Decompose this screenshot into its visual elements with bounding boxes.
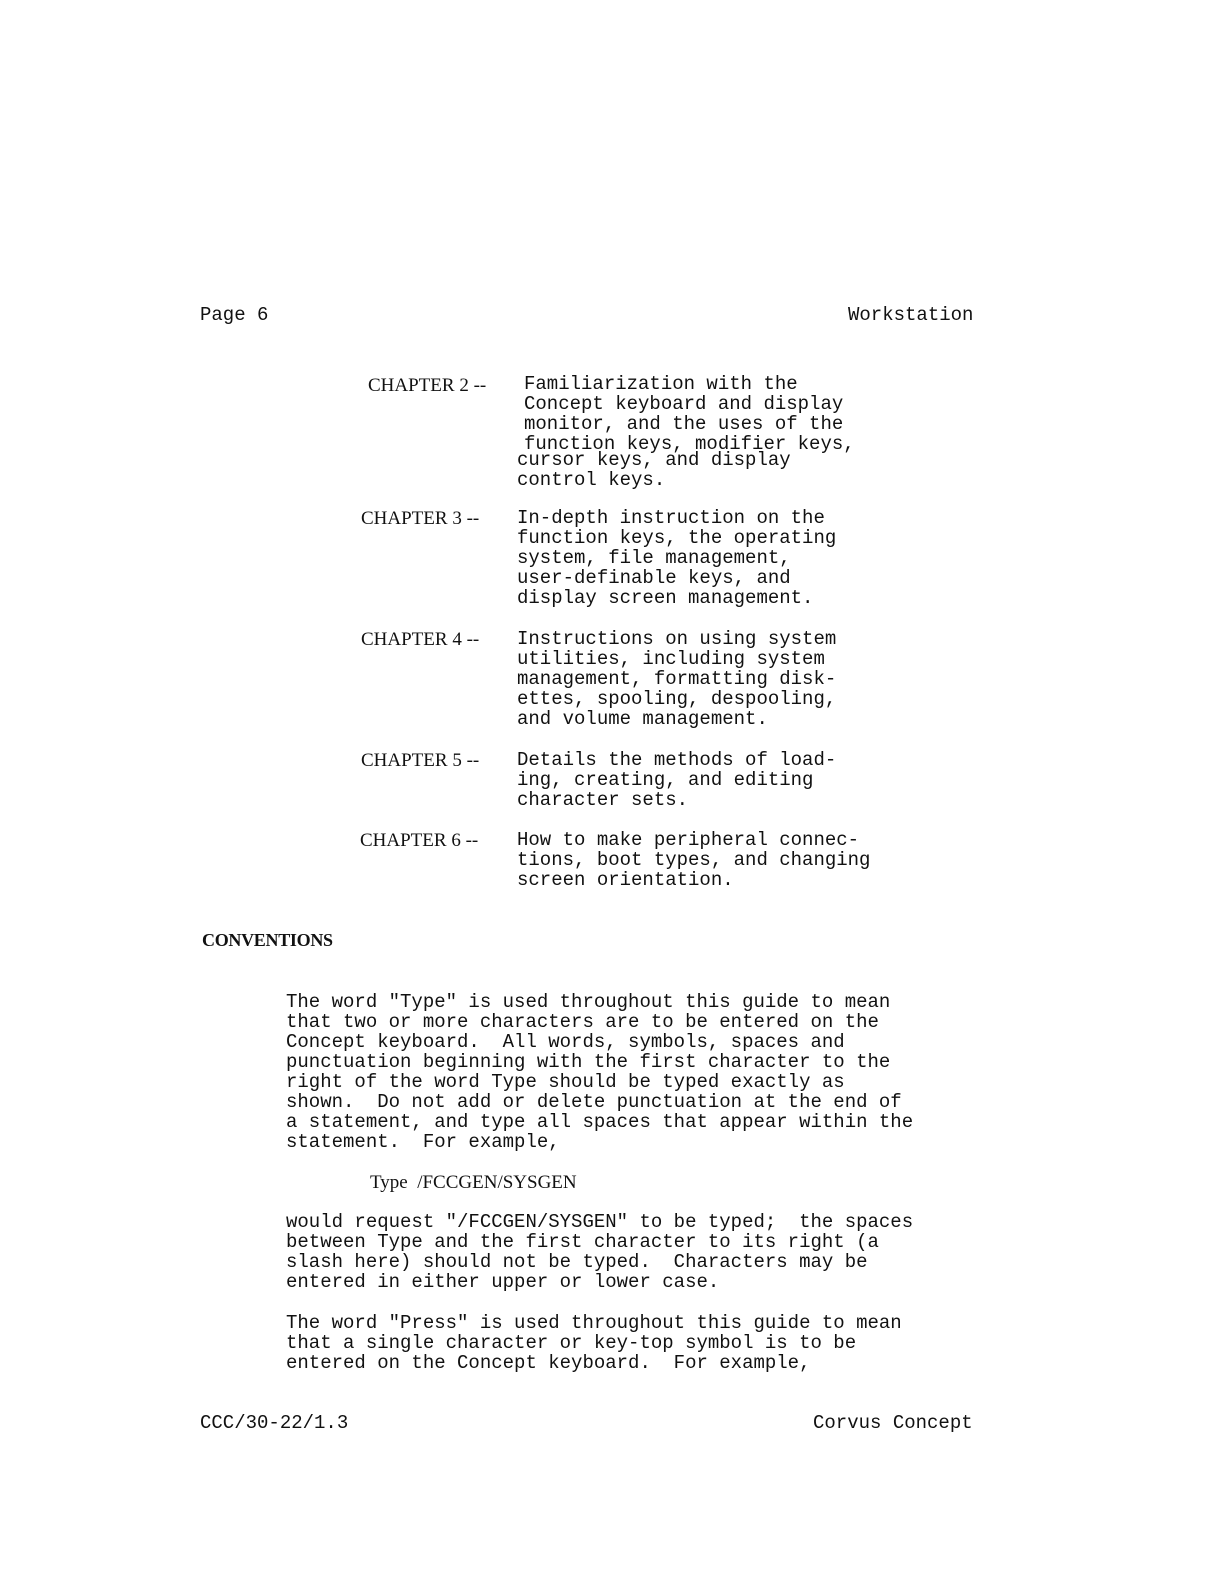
chapter-6-label: CHAPTER 6 -- [360, 830, 479, 851]
press-convention-paragraph [286, 1313, 902, 1373]
paragraph-line: Concept keyboard. All words, symbols, spaces and [286, 1031, 845, 1053]
chapter-4-description [517, 629, 836, 729]
chapter-4-label: CHAPTER 4 -- [361, 629, 480, 650]
paragraph-line: slash here) should not be typed. Characters may be [286, 1251, 868, 1273]
chapter-5-description [517, 750, 836, 810]
document-code: CCC/30-22/1.3 [200, 1412, 349, 1434]
paragraph-line: that a single character or key-top symbol is to be [286, 1332, 857, 1354]
chapter-2-line: control keys. [517, 469, 666, 491]
chapter-6-description [517, 830, 870, 890]
paragraph-line: entered on the Concept keyboard. For example, [286, 1352, 811, 1374]
chapter-6-line: How to make peripheral connec- [517, 829, 860, 851]
type-explanation-paragraph [286, 1212, 913, 1292]
paragraph-line: The word "Type" is used throughout this guide to mean [286, 991, 891, 1013]
chapter-2-label: CHAPTER 2 -- [368, 375, 487, 396]
paragraph-line: The word "Press" is used throughout this guide to mean [286, 1312, 902, 1334]
chapter-5-line: Details the methods of load- [517, 749, 837, 771]
page-number: Page 6 [200, 304, 269, 326]
chapter-4-line: and volume management. [517, 708, 768, 730]
chapter-2-line: Concept keyboard and display [524, 393, 844, 415]
chapter-3-line: display screen management. [517, 587, 814, 609]
chapter-2-line: Familiarization with the [524, 373, 798, 395]
paragraph-line: that two or more characters are to be entered on the [286, 1011, 879, 1033]
chapter-3-label: CHAPTER 3 -- [361, 508, 480, 529]
chapter-2-description-continued [517, 450, 791, 490]
section-title: Workstation [848, 304, 974, 326]
chapter-6-line: screen orientation. [517, 869, 734, 891]
type-example: Type /FCCGEN/SYSGEN [370, 1172, 577, 1193]
paragraph-line: would request "/FCCGEN/SYSGEN" to be typed; the spaces [286, 1211, 914, 1233]
chapter-4-line: Instructions on using system [517, 628, 837, 650]
paragraph-line: between Type and the first character to its right (a [286, 1231, 879, 1253]
paragraph-line: punctuation beginning with the first character to the [286, 1051, 891, 1073]
chapter-2-line: function keys, modifier keys, [524, 433, 855, 455]
chapter-5-line: ing, creating, and editing [517, 769, 814, 791]
chapter-6-line: tions, boot types, and changing [517, 849, 871, 871]
paragraph-line: statement. For example, [286, 1131, 560, 1153]
chapter-4-line: management, formatting disk- [517, 668, 837, 690]
chapter-3-line: function keys, the operating [517, 527, 837, 549]
conventions-heading: CONVENTIONS [202, 930, 333, 950]
chapter-2-line: monitor, and the uses of the [524, 413, 844, 435]
paragraph-line: shown. Do not add or delete punctuation at the end of [286, 1091, 902, 1113]
chapter-3-line: In-depth instruction on the [517, 507, 825, 529]
chapter-3-line: system, file management, [517, 547, 791, 569]
paragraph-line: right of the word Type should be typed exactly as [286, 1071, 845, 1093]
chapter-5-line: character sets. [517, 789, 689, 811]
paragraph-line: entered in either upper or lower case. [286, 1271, 720, 1293]
chapter-2-line: cursor keys, and display [517, 449, 791, 471]
chapter-3-line: user-definable keys, and [517, 567, 791, 589]
chapter-2-description [524, 374, 855, 454]
chapter-5-label: CHAPTER 5 -- [361, 750, 480, 771]
chapter-4-line: ettes, spooling, despooling, [517, 688, 837, 710]
type-convention-paragraph [286, 992, 913, 1152]
chapter-4-line: utilities, including system [517, 648, 825, 670]
paragraph-line: a statement, and type all spaces that appear within the [286, 1111, 914, 1133]
chapter-3-description [517, 508, 836, 608]
product-name: Corvus Concept [813, 1412, 973, 1434]
